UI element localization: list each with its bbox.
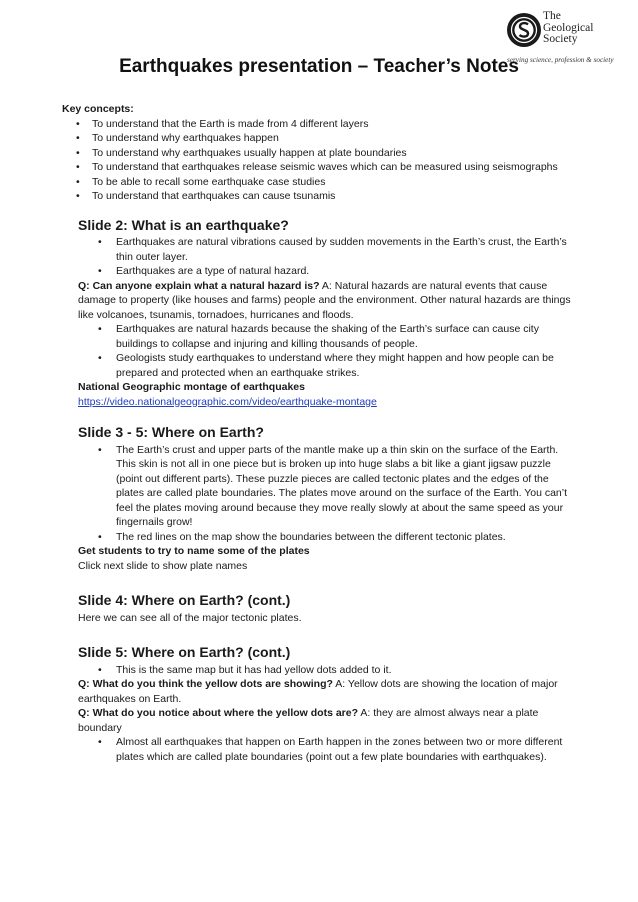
list-item: • The red lines on the map show the boundaries between the different tectonic plates. xyxy=(62,530,582,545)
question-text: Q: What do you notice about where the yellow dots are? xyxy=(78,707,359,719)
list-item: • Earthquakes are a type of natural hazard. xyxy=(62,264,582,279)
list-item: • To be able to recall some earthquake case studies xyxy=(62,175,582,190)
answer-text: A: Natural hazards are natural events that cause damage to property (like houses and farms) people and the environment. Other natural hazards are things like volcanoes, tsunamis, tornadoes, hurricanes and floods. xyxy=(78,279,571,321)
list-item: • The Earth’s crust and upper parts of the mantle make up a thin skin on the surface of the Earth. This skin is not all in one piece but is broken up into huge slabs a bit like a giant jigsaw puzzle (point out different parts). These puzzle pieces are called tectonic plates and the edges of the plates are called plate boundaries. The plates move around on the surface of the Earth. You can’t feel the plates moving around because they move really slowly at about the same speed as your fingernails grow! xyxy=(62,443,582,530)
list-item: • Earthquakes are natural hazards because the shaking of the Earth’s surface can cause city buildings to collapse and injuring and killing thousands of people. xyxy=(62,322,582,351)
national-geographic-link[interactable]: https://video.nationalgeographic.com/video/earthquake-montage xyxy=(78,395,377,408)
slide5-question-1 xyxy=(62,677,582,706)
slide4-heading: Slide 4: Where on Earth? (cont.) xyxy=(78,592,291,608)
slide2-list-2 xyxy=(62,322,582,380)
slide2-heading: Slide 2: What is an earthquake? xyxy=(78,216,289,233)
society-tagline: serving science, profession & society xyxy=(507,56,614,64)
slide5-list-2 xyxy=(62,735,582,764)
slide2-list-1 xyxy=(62,235,582,279)
list-item: • Almost all earthquakes that happen on Earth happen in the zones between two or more different plates which are called plate boundaries (point out a few plate boundaries with earthquakes). xyxy=(62,735,582,764)
slide3-heading: Slide 3 - 5: Where on Earth? xyxy=(78,424,264,440)
answer-text: A: Yellow dots are showing the location of major earthquakes on Earth. xyxy=(78,678,558,705)
slide3-list xyxy=(62,443,582,545)
answer-text: A: they are almost always near a plate boundary xyxy=(78,707,539,734)
list-item: • To understand that earthquakes release seismic waves which can be measured using seismographs xyxy=(62,160,582,175)
question-text: Q: What do you think the yellow dots are showing? xyxy=(78,678,333,690)
society-emblem-icon xyxy=(506,12,542,48)
list-item: • To understand that earthquakes can cause tsunamis xyxy=(62,189,582,204)
key-concepts-heading: Key concepts: xyxy=(62,103,134,115)
slide2-question xyxy=(62,279,582,323)
list-item: • To understand that the Earth is made from 4 different layers xyxy=(62,117,582,132)
list-item: • To understand why earthquakes happen xyxy=(62,131,582,146)
slide5-list-1 xyxy=(62,663,582,678)
slide5-heading: Slide 5: Where on Earth? (cont.) xyxy=(78,644,291,660)
slide4-text: Here we can see all of the major tectonic plates. xyxy=(78,611,302,624)
key-concepts-list xyxy=(62,117,582,204)
list-item: • Geologists study earthquakes to understand where they might happen and how people can be prepared and protected when an earthquake strikes. xyxy=(62,351,582,380)
list-item: • To understand why earthquakes usually happen at plate boundaries xyxy=(62,146,582,161)
question-text: Q: Can anyone explain what a natural hazard is? xyxy=(78,279,320,292)
slide5-question-2 xyxy=(62,706,582,735)
national-geographic-heading: National Geographic montage of earthquakes xyxy=(78,381,305,393)
document-body xyxy=(62,102,582,764)
society-name: The Geological Society xyxy=(543,10,594,45)
slide3-task: Get students to try to name some of the plates xyxy=(78,545,310,557)
list-item: • Earthquakes are natural vibrations caused by sudden movements in the Earth’s crust, the Earth’s thin outer layer. xyxy=(62,235,582,264)
page-title: Earthquakes presentation – Teacher’s Notes xyxy=(119,56,519,77)
list-item: • This is the same map but it has had yellow dots added to it. xyxy=(62,663,582,678)
slide3-next: Click next slide to show plate names xyxy=(78,559,248,572)
